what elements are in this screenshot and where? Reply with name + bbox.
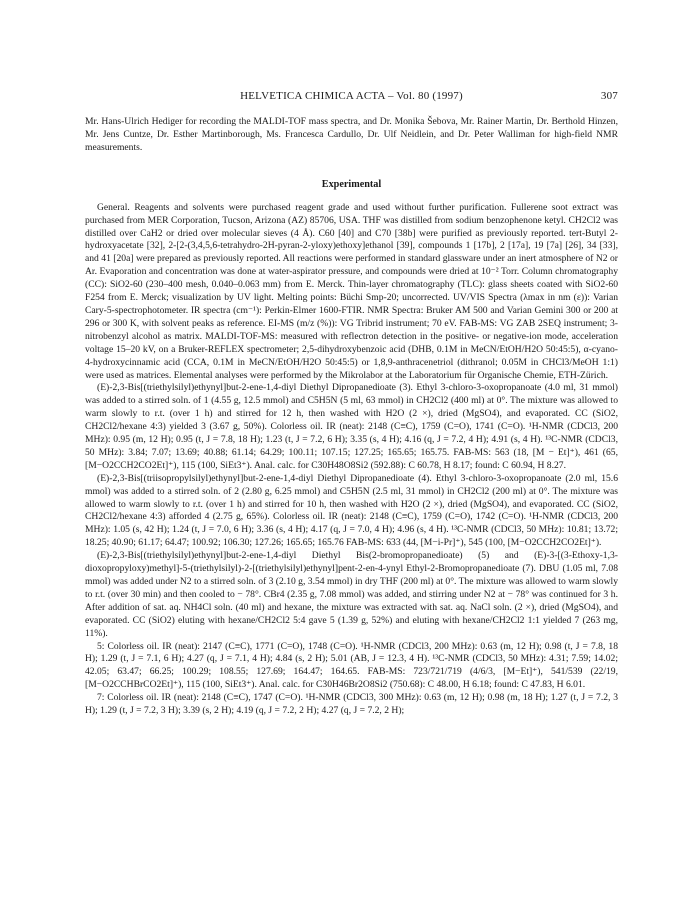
page-number: 307 [600,90,618,102]
paragraph-compounds-5-7: (E)-2,3-Bis[(triethylsilyl)ethynyl]but-2-ene-1,4-diyl Diethyl Bis(2-bromopropanedioate) (5) and (E)-3-[(3-Ethoxy-1,3-dioxopropyloxy)methyl]-5-(triethylsilyl)-2-[(triethylsilyl)ethynyl]pent-2-en-4-ynyl Ethyl-2-Bromopropanedioate (7). DBU (1.05 ml, 7.08 mmol) was added under N2 to a stirred soln. of 3 (2.10 g, 3.54 mmol) in dry THF (200 ml) at 0°. The mixture was allowed to warm slowly to r.t. (over 30 min) and then cooled to − 78°. CBr4 (2.35 g, 7.08 mmol) was added, and stirring under N2 at − 78° was continued for 3 h. After addition of sat. aq. NH4Cl soln. (40 ml) and hexane, the mixture was extracted with sat. aq. NaCl soln. (2 ×), dried (MgSO4), and evaporated. CC (SiO2) eluting with hexane/CH2Cl2 5:4 gave 5 (1.39 g, 52%) and eluting with hexane/CH2Cl2 1:1 yielded 7 (263 mg, 11%). [85,550,618,639]
paragraph-compound-5-data: 5: Colorless oil. IR (neat): 2147 (C≡C), 1771 (C=O), 1748 (C=O). ¹H-NMR (CDCl3, 200 MHz): 0.63 (m, 12 H); 0.98 (t, J = 7.8, 18 H); 1.29 (t, J = 7.1, 6 H); 4.27 (q, J = 7.1, 4 H); 4.84 (s, 2 H); 5.01 (AB, J = 12.3, 4 H). ¹³C-NMR (CDCl3, 50 MHz): 4.31; 7.59; 14.02; 42.05; 63.47; 66.25; 100.29; 108.55; 127.69; 164.47; 164.65. FAB-MS: 723/721/719 (4/6/3, [M−Et]⁺), 541/539 (22/19, [M−O2CCHBrCO2Et]⁺), 115 (100, SiEt3⁺). Anal. calc. for C30H46Br2O8Si2 (750.68): C 48.00, H 6.18; found: C 47.83, H 6.01. [85,640,618,691]
paragraph-compound-3: (E)-2,3-Bis[(triethylsilyl)ethynyl]but-2-ene-1,4-diyl Diethyl Dipropanedioate (3). Ethyl 3-chloro-3-oxopropanoate (4.0 ml, 31 mmol) was added to a stirred soln. of 1 (4.55 g, 12.5 mmol) and C5H5N (5 ml, 63 mmol) in CH2Cl2 (400 ml) at 0°. The mixture was allowed to warm slowly to r.t. (over 1 h) and stirred for 12 h, then washed with H2O (2 ×), dried (MgSO4), and evaporated. CC (SiO2, CH2Cl2/hexane 4:3) yielded 3 (3.67 g, 50%). Colorless oil. IR (neat): 2148 (C≡C), 1759 (C=O), 1741 (C=O). ¹H-NMR (CDCl3, 200 MHz): 0.95 (m, 12 H); 0.95 (t, J = 7.8, 18 H); 1.23 (t, J = 7.2, 6 H); 3.35 (s, 4 H); 4.16 (q, J = 7.2, 4 H); 4.91 (s, 4 H). ¹³C-NMR (CDCl3, 50 MHz): 3.84; 7.07; 13.69; 40.88; 61.14; 64.29; 100.11; 107.15; 127.25; 165.65; 165.75. FAB-MS: 563 (18, [M − Et]⁺), 461 (65, [M−O2CCH2CO2Et]⁺), 115 (100, SiEt3⁺). Anal. calc. for C30H48O8Si2 (592.88): C 60.78, H 8.17; found: C 60.94, H 8.27. [85,382,618,471]
paragraph-compound-7-data: 7: Colorless oil. IR (neat): 2148 (C≡C), 1747 (C=O). ¹H-NMR (CDCl3, 300 MHz): 0.63 (m, 12 H); 0.98 (m, 18 H); 1.27 (t, J = 7.2, 3 H); 1.29 (t, J = 7.2, 3 H); 3.39 (s, 2 H); 4.19 (q, J = 7.2, 2 H); 4.27 (q, J = 7.2, 2 H); [85,692,618,717]
journal-title: HELVETICA CHIMICA ACTA – Vol. 80 (1997) [240,90,463,102]
paragraph-compound-4: (E)-2,3-Bis[(triisopropylsilyl)ethynyl]but-2-ene-1,4-diyl Diethyl Dipropanedioate (4). Ethyl 3-chloro-3-oxopropanoate (2.0 ml, 15.6 mmol) was added to a stirred soln. of 2 (2.80 g, 6.25 mmol) and C5H5N (2.5 ml, 31 mmol) in CH2Cl2 (200 ml) at 0°. The mixture was allowed to warm slowly to r.t. (over 1 h) and stirred for 10 h, then washed with H2O (2 ×), dried (MgSO4), and evaporated. CC (SiO2, CH2Cl2/hexane 4:3) afforded 4 (2.75 g, 65%). Colorless oil. IR (neat): 2148 (C≡C), 1759 (C=O), 1742 (C=O). ¹H-NMR (CDCl3, 200 MHz): 1.05 (s, 42 H); 1.24 (t, J = 7.0, 6 H); 3.36 (s, 4 H); 4.17 (q, J = 7.0, 4 H); 4.96 (s, 4 H). ¹³C-NMR (CDCl3, 50 MHz): 10.81; 13.72; 18.25; 40.90; 61.17; 64.47; 100.92; 106.30; 127.26; 165.65; 165.76 FAB-MS: 633 (44, [M−i-Pr]⁺), 545 (100, [M−O2CCH2CO2Et]⁺). [85,472,618,549]
running-header [85,90,618,106]
page-content [85,90,618,718]
paragraph-general: General. Reagents and solvents were purchased reagent grade and used without further purification. Fullerene soot extract was purchased from MER Corporation, Tucson, Arizona (AZ) 85706, USA. THF was distilled from sodium benzophenone ketyl. CH2Cl2 was distilled over CaH2 or dried over molecular sieves (4 Å). C60 [40] and C70 [38b] were purified as previously reported. tert-Butyl 2-hydroxyacetate [32], 2-[2-(3,4,5,6-tetrahydro-2H-pyran-2-yloxy)ethoxy]ethanol [39], compounds 1 [17b], 2 [17a], 19 [7a] [26], 34 [33], and 41 [20a] were prepared as previously reported. All reactions were performed in standard glassware under an inert atmosphere of N2 or Ar. Evaporation and concentration was done at water-aspirator pressure, and compounds were dried at 10⁻² Torr. Column chromatography (CC): SiO2-60 (230–400 mesh, 0.040–0.063 mm) from E. Merck. Thin-layer chromatography (TLC): glass sheets coated with SiO2-60 F254 from E. Merck; visualization by UV light. Melting points: Büchi Smp-20; uncorrected. UV/VIS Spectra (λmax in nm (ε)): Varian Cary-5-spectrophotometer. IR spectra (cm⁻¹): Perkin-Elmer 1600-FTIR. NMR Spectra: Bruker AM 500 and Varian Gemini 300 or 200 at 296 or 300 K, with solvent peaks as reference. EI-MS (m/z (%)): VG Tribrid instrument; 70 eV. FAB-MS: VG ZAB 2SEQ instrument; 3-nitrobenzyl alcohol as matrix. MALDI-TOF-MS: measured with reflectron detection in the positive- or negative-ion mode, acceleration voltage 15–20 kV, on a Bruker-REFLEX spectrometer; 2,5-dihydroxybenzoic acid (DHB, 0.1M in MeCN/EtOH/H2O 50:45:5), α-cyano-4-hydroxycinnamic acid (CCA, 0.1M in MeCN/EtOH/H2O 50:45:5) or 1,8,9-anthracenetriol (dithranol; 0.05M in CHCl3/MeOH 1:1) were used as matrices. Elemental analyses were performed by the Mikrolabor at the Laboratorium für Organische Chemie, ETH-Zürich. [85,201,618,381]
section-title: Experimental [321,178,382,190]
acknowledgement-text: Mr. Hans-Ulrich Hediger for recording the MALDI-TOF mass spectra, and Dr. Monika Šebova, Mr. Rainer Martin, Dr. Berthold Hinzen, Mr. Jens Cuntze, Dr. Esther Martinborough, Ms. Francesca Cardullo, Dr. Ulf Neidlein, and Dr. Peter Walliman for high-field NMR measurements. [85,116,618,153]
